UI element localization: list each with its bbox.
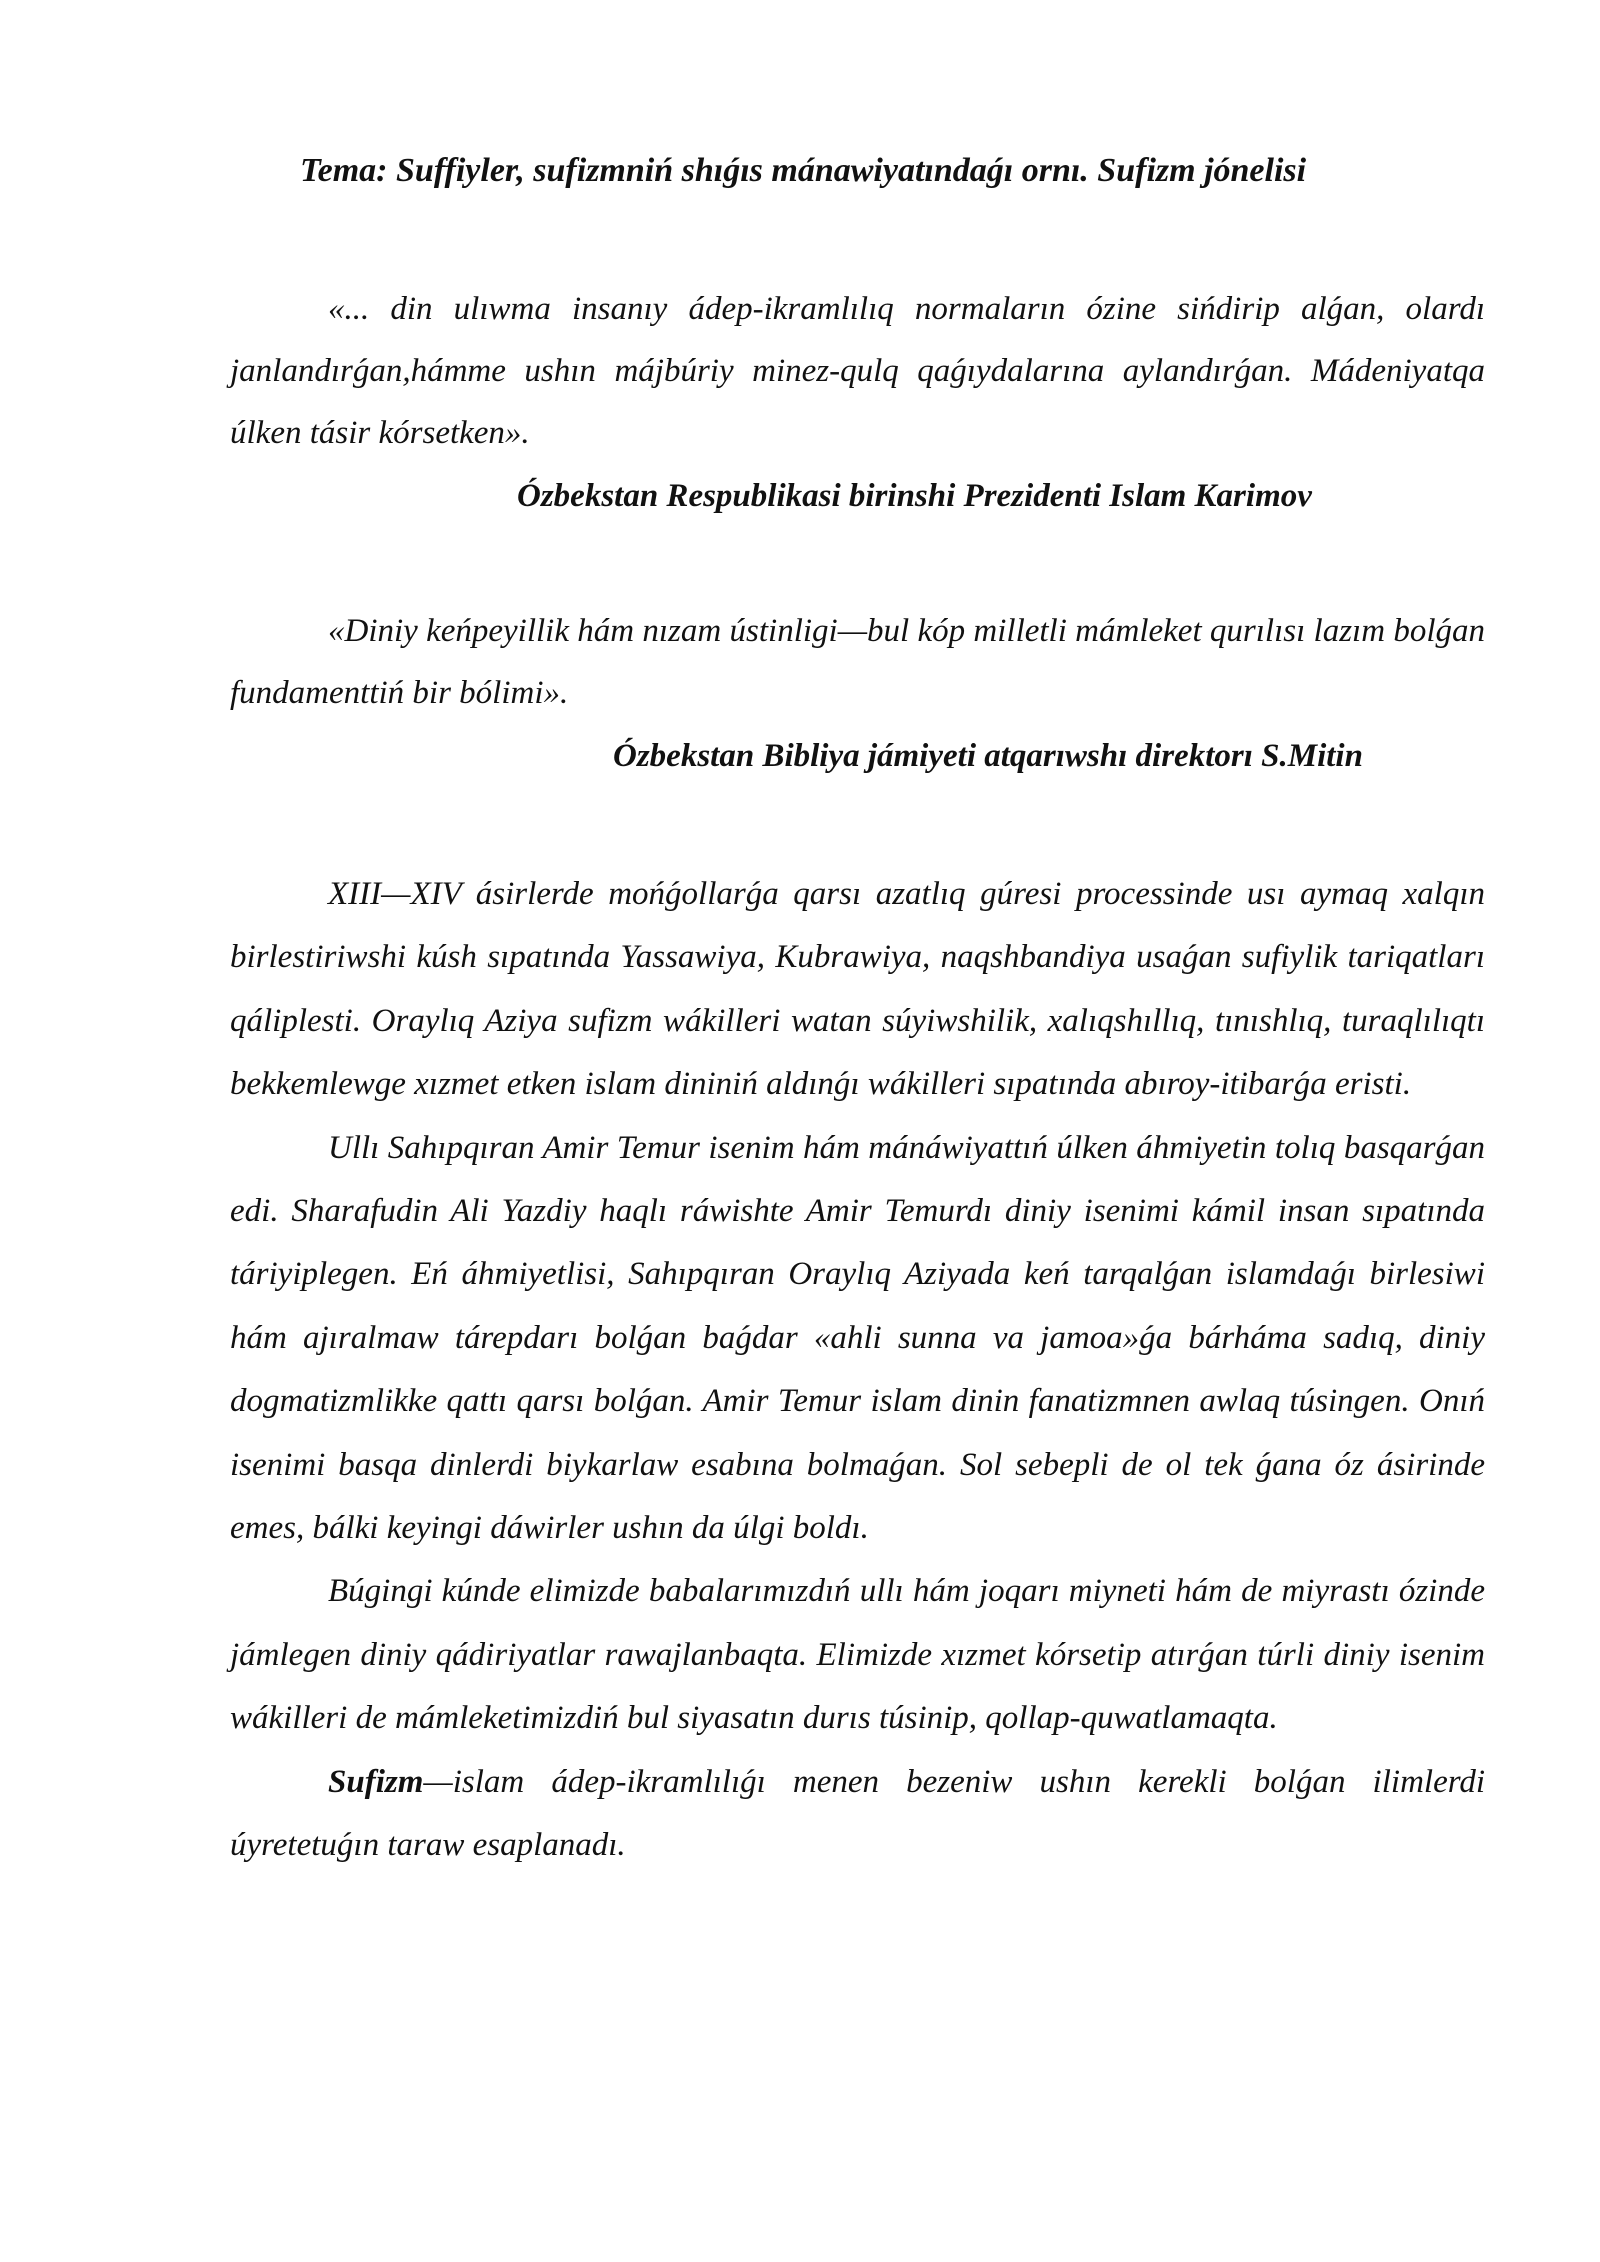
document-page: Tema: Suffiyler, sufizmniń shıǵıs mánawiyatındaǵı ornı. Sufizm jónelisi «... din ulıwma insanıy ádep-ikramlılıq normaların ózine sińdirip alǵan, olardı janlandırǵan,hámme ushın májbúriy minez-qulq qaǵıydalarına aylandırǵan. Mádeniyatqa úlken tásir kórsetken». Ózbekstan Respublikasi birinshi Prezidenti Islam Karimov «Diniy keńpeyillik hám nızam ústinligi—bul kóp milletli mámleket qurılısı lazım bolǵan fundamenttiń bir bólimi». Ózbekstan Bibliya jámiyeti atqarıwshı direktorı S.Mitin XIII—XIV ásirlerde mońǵollarǵa qarsı azatlıq gúresi processinde usı aymaq xalqın birlestiriwshi kúsh sıpatında Yassawiya, Kubrawiya, naqshbandiya usaǵan sufiylik tariqatları qáliplesti. Oraylıq Aziya sufizm wákilleri watan súyiwshilik, xalıqshıllıq, tınıshlıq, turaqlılıqtı bekkemlewge xızmet etken islam dininiń aldınǵı wákilleri sıpatında abıroy-itibarǵa eristi. Ullı Sahıpqıran Amir Temur isenim hám mánáwiyattıń úlken áhmiyetin tolıq basqarǵan edi. Sharafudin Ali Yazdiy haqlı ráwishte Amir Temurdı diniy isenimi kámil insan sıpatında táriyiplegen. Eń áhmiyetlisi, Sahıpqıran Oraylıq Aziyada keń tarqalǵan islamdaǵı birlesiwi hám ajıralmaw tárepdarı bolǵan baǵdar «ahli sunna va jamoa»ǵa bárháma sadıq, diniy dogmatizmlikke qattı qarsı bolǵan. Amir Temur islam dinin fanatizmnen awlaq túsingen. Onıń isenimi basqa dinlerdi biykarlaw esabına bolmaǵan. Sol sebepli de ol tek ǵana óz ásirinde emes, bálki keyingi dáwirler ushın da úlgi boldı. Búgingi kúnde elimizde babalarımızdıń ullı hám joqarı miyneti hám de miyrastı ózinde jámlegen diniy qádiriyatlar rawajlanbaqta. Elimizde xızmet kórsetip atırǵan túrli diniy isenim wákilleri de mámleketimizdiń bul siyasatın durıs túsinip, qollap-quwatlamaqta. Sufizm—islam ádep-ikramlılıǵı menen bezeniw ushın kerekli bolǵan ilimlerdi úyretetuǵın taraw esaplanadı. [0, 0, 1600, 2262]
paragraph-sufi-orders: XIII—XIV ásirlerde mońǵollarǵa qarsı azatlıq gúresi processinde usı aymaq xalqın birlestiriwshi kúsh sıpatında Yassawiya, Kubrawiya, naqshbandiya usaǵan sufiylik tariqatları qáliplesti. Oraylıq Aziya sufizm wákilleri watan súyiwshilik, xalıqshıllıq, tınıshlıq, turaqlılıqtı bekkemlewge xızmet etken islam dininiń aldınǵı wákilleri sıpatında abıroy-itibarǵa eristi. [230, 876, 1485, 1103]
main-body [230, 863, 1485, 1878]
paragraph-sufism-definition [230, 1751, 1485, 1878]
epigraph-quote-mitin: «Diniy keńpeyillik hám nızam ústinligi—bul kóp milletli mámleket qurılısı lazım bolǵan fundamenttiń bir bólimi». [230, 613, 1485, 711]
paragraph-today: Búgingi kúnde elimizde babalarımızdıń ullı hám joqarı miyneti hám de miyrastı ózinde jámlegen diniy qádiriyatlar rawajlanbaqta. Elimizde xızmet kórsetip atırǵan túrli diniy isenim wákilleri de mámleketimizdiń bul siyasatın durıs túsinip, qollap-quwatlamaqta. [230, 1573, 1485, 1737]
epigraph-quote-karimov: «... din ulıwma insanıy ádep-ikramlılıq normaların ózine sińdirip alǵan, olardı janlandırǵan,hámme ushın májbúriy minez-qulq qaǵıydalarına aylandırǵan. Mádeniyatqa úlken tásir kórsetken». [230, 291, 1485, 451]
document-title: Tema: Suffiyler, sufizmniń shıǵıs mánawiyatındaǵı ornı. Sufizm jónelisi [300, 152, 1307, 189]
paragraph-amir-temur: Ullı Sahıpqıran Amir Temur isenim hám mánáwiyattıń úlken áhmiyetin tolıq basqarǵan edi. Sharafudin Ali Yazdiy haqlı ráwishte Amir Temurdı diniy isenimi kámil insan sıpatında táriyiplegen. Eń áhmiyetlisi, Sahıpqıran Oraylıq Aziyada keń tarqalǵan islamdaǵı birlesiwi hám ajıralmaw tárepdarı bolǵan baǵdar «ahli sunna va jamoa»ǵa bárháma sadıq, diniy dogmatizmlikke qattı qarsı bolǵan. Amir Temur islam dinin fanatizmnen awlaq túsingen. Onıń isenimi basqa dinlerdi biykarlaw esabına bolmaǵan. Sol sebepli de ol tek ǵana óz ásirinde emes, bálki keyingi dáwirler ushın da úlgi boldı. [230, 1129, 1485, 1547]
sufism-definition-text: —islam ádep-ikramlılıǵı menen bezeniw ushın kerekli bolǵan ilimlerdi úyretetuǵın taraw esaplanadı. [230, 1763, 1485, 1864]
sufism-term: Sufizm [328, 1763, 424, 1800]
